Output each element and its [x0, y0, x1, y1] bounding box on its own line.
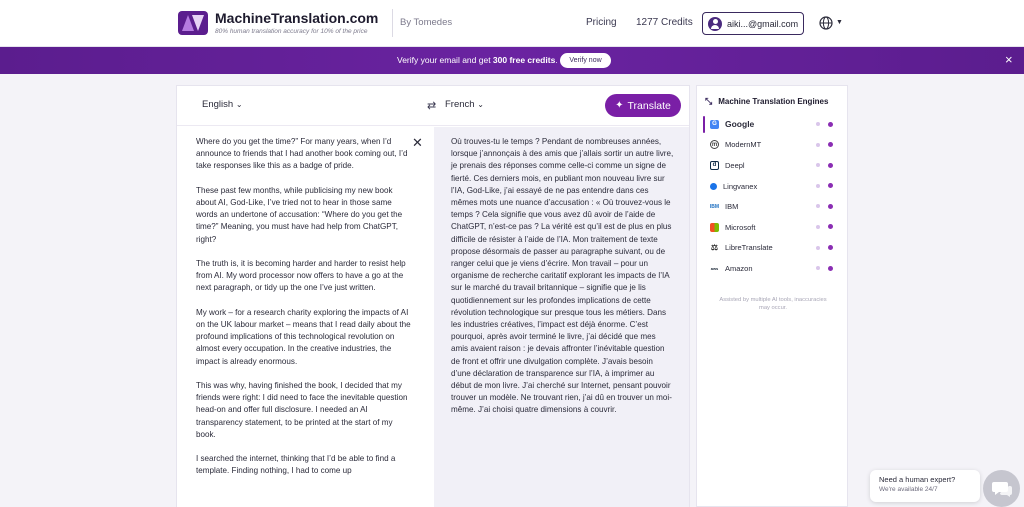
ibm-icon: IBM	[709, 203, 720, 210]
verify-now-button[interactable]: Verify now	[560, 53, 611, 68]
banner-text-prefix: Verify your email and get	[397, 55, 493, 65]
chat-title: Need a human expert?	[879, 475, 956, 484]
engine-label: Google	[725, 119, 755, 130]
brand-name[interactable]: MachineTranslation.com	[215, 10, 379, 26]
chevron-down-icon: ⌄	[235, 100, 243, 109]
banner-close-icon[interactable]: ×	[1005, 52, 1013, 67]
account-button[interactable]	[702, 12, 804, 35]
by-tomedes-label: By Tomedes	[392, 9, 452, 37]
source-paragraph: Where do you get the time?” For many years, when I’d announce to friends that I had another book coming out, I’d take responses like this as a badge of pride.	[196, 137, 408, 171]
translator-toolbar	[177, 86, 689, 126]
assist-disclaimer: Assisted by multiple AI tools, inaccuracies may occur.	[719, 297, 827, 311]
source-text	[196, 136, 414, 490]
translator-card	[176, 85, 690, 507]
user-avatar-icon	[708, 17, 722, 31]
engine-status-dots	[816, 246, 833, 251]
source-paragraph: My work – for a research charity exploring the impacts of AI on the UK labour market – means that I read daily about the profound implications of this technological revolution on almost every occupation. In the creative industries, the impact is already enormous.	[196, 307, 411, 366]
engine-item-amazon[interactable]	[703, 258, 843, 279]
translate-button-label: Translate	[627, 99, 671, 112]
engine-label: Microsoft	[725, 222, 756, 232]
collapse-panel-icon[interactable]: ⤡	[705, 96, 713, 106]
engine-label: IBM	[725, 202, 739, 212]
brand-tagline: 80% human translation accuracy for 10% of the price	[215, 28, 368, 35]
engines-header	[705, 96, 828, 107]
clear-text-icon[interactable]: ✕	[412, 135, 423, 150]
engine-item-libretranslate[interactable]	[703, 238, 843, 259]
engine-status-dots	[816, 122, 833, 127]
target-language-select[interactable]	[445, 99, 484, 110]
engine-item-lingvanex[interactable]	[703, 176, 843, 197]
swap-languages-icon[interactable]: ⇄	[427, 100, 437, 112]
modernmt-icon: m	[711, 141, 718, 148]
lingvanex-icon	[710, 183, 717, 190]
target-language-label: French	[445, 99, 475, 110]
translation-output-area	[434, 127, 689, 507]
globe-icon[interactable]	[819, 16, 833, 30]
translation-engines-panel	[696, 85, 848, 507]
engine-status-dots	[816, 266, 833, 271]
engine-status-dots	[816, 225, 833, 230]
translated-text: Où trouves-tu le temps ? Pendant de nombreuses années, lorsque j’annonçais à des amis que j’allais sortir un autre livre, je prenais des réponses comme celle-ci comme un signe de fierté. Ces derniers mois, en publiant mon nouveau livre sur l’IA, God-Like, j’ai essayé de ne pas entendre dans ces mêmes mots une nuance d’accusation : « Où trouvez-vous le temps ? Cela signifie que vous avez dû avoir de l’aide de ChatGPT, n’est-ce pas ? La vérité est qu’il est de plus en plus difficile de résister à l’aide de l’IA. Mon traitement de texte propose désormais de passer au paragraphe suivant, ou de ranger celui que je viens d’écrire. Mon travail – pour un organisme de recherche caritatif explorant les impacts de l’IA sur le marché du travail britannique – signifie que je lis quotidiennement sur les profondes implications de cette révolution technologique sur presque tous les métiers. Dans les industries créatives, l’impact est déjà énorme. C’est pourquoi, après avoir terminé le livre, j’ai décidé que mes amis avaient raison : je devais affronter l’inévitable question de front et offrir une divulgation complète. J’avais besoin d’une déclaration de transparence sur l’IA, à imprimer au début de mon livre. J’ai cherché sur Internet, pensant pouvoir trouver un modèle. Ne trouvant rien, j’ai dû en trouver un moi-même. J’ai choisi quatre dimensions à couvrir.	[451, 137, 674, 415]
chat-subtitle: We're available 24/7	[879, 486, 938, 493]
engine-label: Amazon	[725, 263, 753, 273]
amazon-icon: aws	[710, 265, 719, 271]
sparkle-icon: ✦	[615, 100, 624, 111]
engines-title: Machine Translation Engines	[718, 97, 829, 106]
chevron-down-icon: ⌄	[477, 100, 484, 109]
deepl-icon: d	[710, 161, 719, 170]
banner-message	[397, 55, 558, 65]
source-language-select[interactable]	[202, 99, 243, 110]
engine-status-dots	[816, 143, 833, 148]
engine-list	[703, 114, 843, 279]
chat-prompt-bubble[interactable]	[870, 470, 980, 502]
translate-button[interactable]	[605, 94, 681, 117]
top-header	[0, 0, 1024, 47]
engine-item-ibm[interactable]	[703, 196, 843, 217]
engine-status-dots	[816, 184, 833, 189]
verify-email-banner	[0, 47, 1024, 74]
language-dropdown-caret-icon[interactable]: ▼	[836, 19, 843, 26]
banner-text-suffix: .	[555, 55, 558, 65]
microsoft-icon	[710, 223, 719, 232]
source-paragraph: The truth is, it is becoming harder and harder to resist help from AI. My word processor now offers to have a go at the next paragraph, or tidy up the one I’ve just written.	[196, 259, 406, 293]
source-text-area[interactable]	[177, 127, 434, 507]
banner-text-bold: 300 free credits	[492, 55, 556, 65]
engine-label: LibreTranslate	[725, 243, 773, 253]
engine-status-dots	[816, 204, 833, 209]
source-paragraph: I searched the internet, thinking that I’d be able to find a template. Finding nothing, I had to come up	[196, 454, 396, 476]
source-paragraph: These past few months, while publicising my new book about AI, God-Like, I’ve tried not to hear in those same words an undertone of accusation: “Where do you get the time?” Meaning, you must have had help from ChatGPT, right?	[196, 185, 403, 244]
chat-icon	[992, 480, 1012, 498]
engine-item-google[interactable]	[703, 114, 843, 135]
engine-item-deepl[interactable]	[703, 155, 843, 176]
engine-item-microsoft[interactable]	[703, 217, 843, 238]
source-language-label: English	[202, 99, 234, 110]
account-email: aiki...@gmail.com	[727, 18, 799, 29]
pricing-link[interactable]: Pricing	[586, 17, 617, 28]
brand-logo-icon[interactable]	[178, 11, 208, 35]
chat-launcher-button[interactable]	[983, 470, 1020, 507]
engine-status-dots	[816, 163, 833, 168]
engine-label: Deepl	[725, 160, 745, 170]
google-icon: G	[710, 120, 719, 129]
engine-item-modernmt[interactable]	[703, 135, 843, 156]
libretranslate-icon: ⚖	[710, 243, 719, 253]
credits-count: 1277 Credits	[636, 17, 693, 28]
source-paragraph: This was why, having finished the book, I decided that my friends were right: I did need to face the inevitable question head-on and offer full disclosure. I needed an AI transparency statement, to be printed at the start of my book.	[196, 381, 408, 439]
engine-label: ModernMT	[725, 140, 762, 150]
engine-label: Lingvanex	[723, 181, 758, 191]
